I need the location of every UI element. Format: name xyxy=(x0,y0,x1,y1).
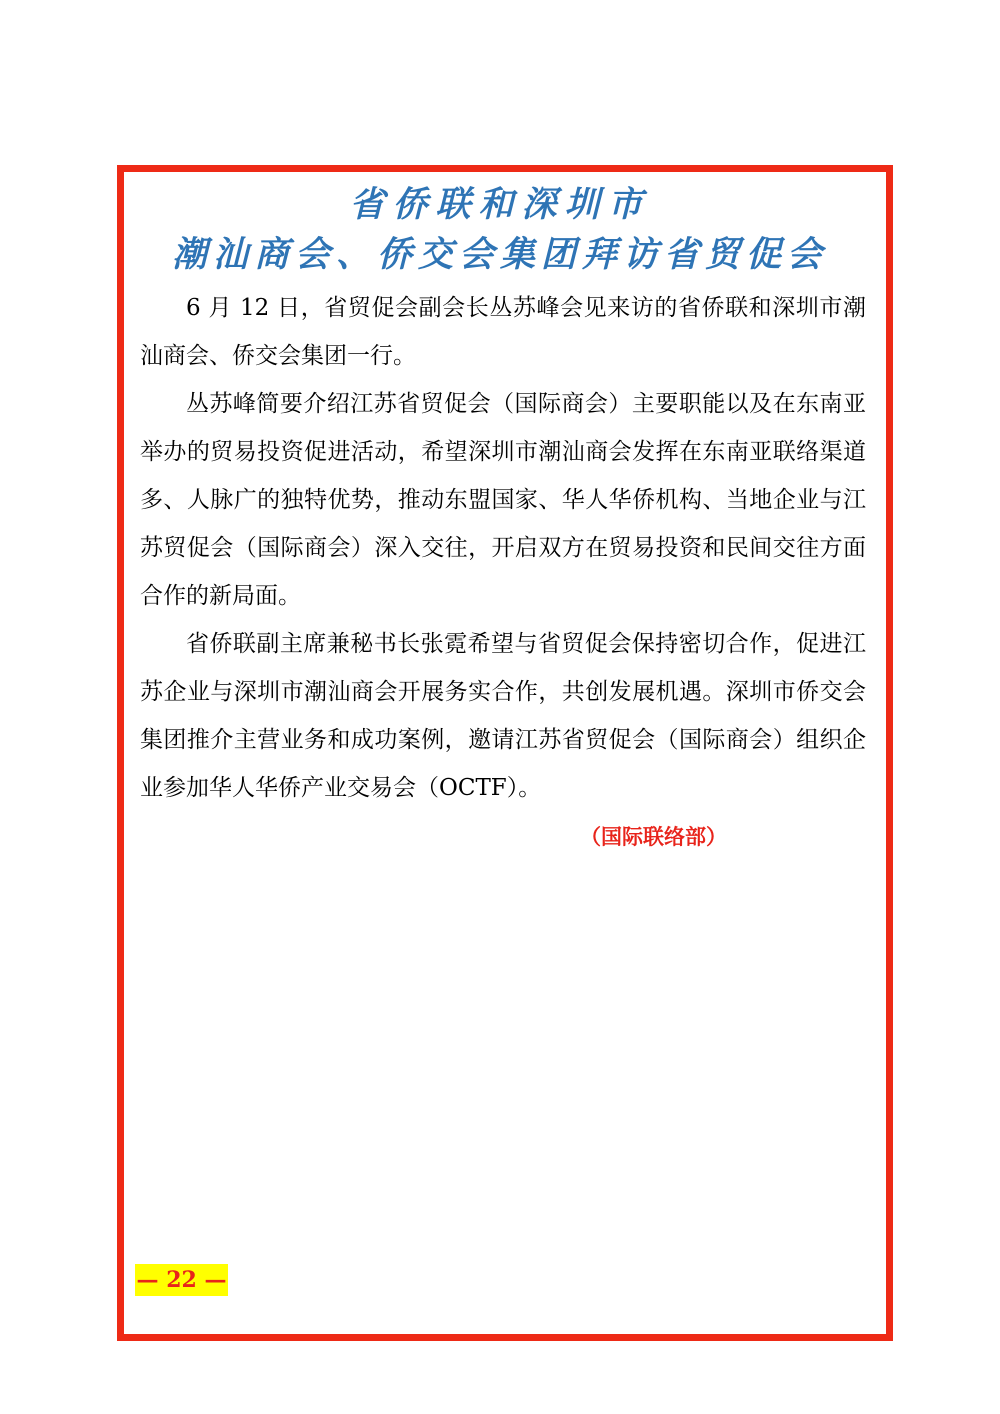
article-body xyxy=(140,284,866,812)
department-signature: （国际联络部） xyxy=(580,825,727,849)
article-title-line-1: 省侨联和深圳市 xyxy=(349,185,651,225)
article-title-line-2: 潮汕商会、侨交会集团拜访省贸促会 xyxy=(171,235,828,275)
page-number: — 22 — xyxy=(135,1264,228,1296)
article-paragraph-2: 丛苏峰简要介绍江苏省贸促会（国际商会）主要职能以及在东南亚举办的贸易投资促进活动，希望深圳市潮汕商会发挥在东南亚联络渠道多、人脉广的独特优势，推动东盟国家、华人华侨机构、当地企业与江苏贸促会（国际商会）深入交往，开启双方在贸易投资和民间交往方面合作的新局面。 xyxy=(140,391,866,609)
article-paragraph-3: 省侨联副主席兼秘书长张霓希望与省贸促会保持密切合作，促进江苏企业与深圳市潮汕商会开展务实合作，共创发展机遇。深圳市侨交会集团推介主营业务和成功案例，邀请江苏省贸促会（国际商会）组织企业参加华人华侨产业交易会（OCTF）。 xyxy=(140,631,866,801)
article-paragraph-1: 6 月 12 日，省贸促会副会长丛苏峰会见来访的省侨联和深圳市潮汕商会、侨交会集团一行。 xyxy=(140,295,866,369)
